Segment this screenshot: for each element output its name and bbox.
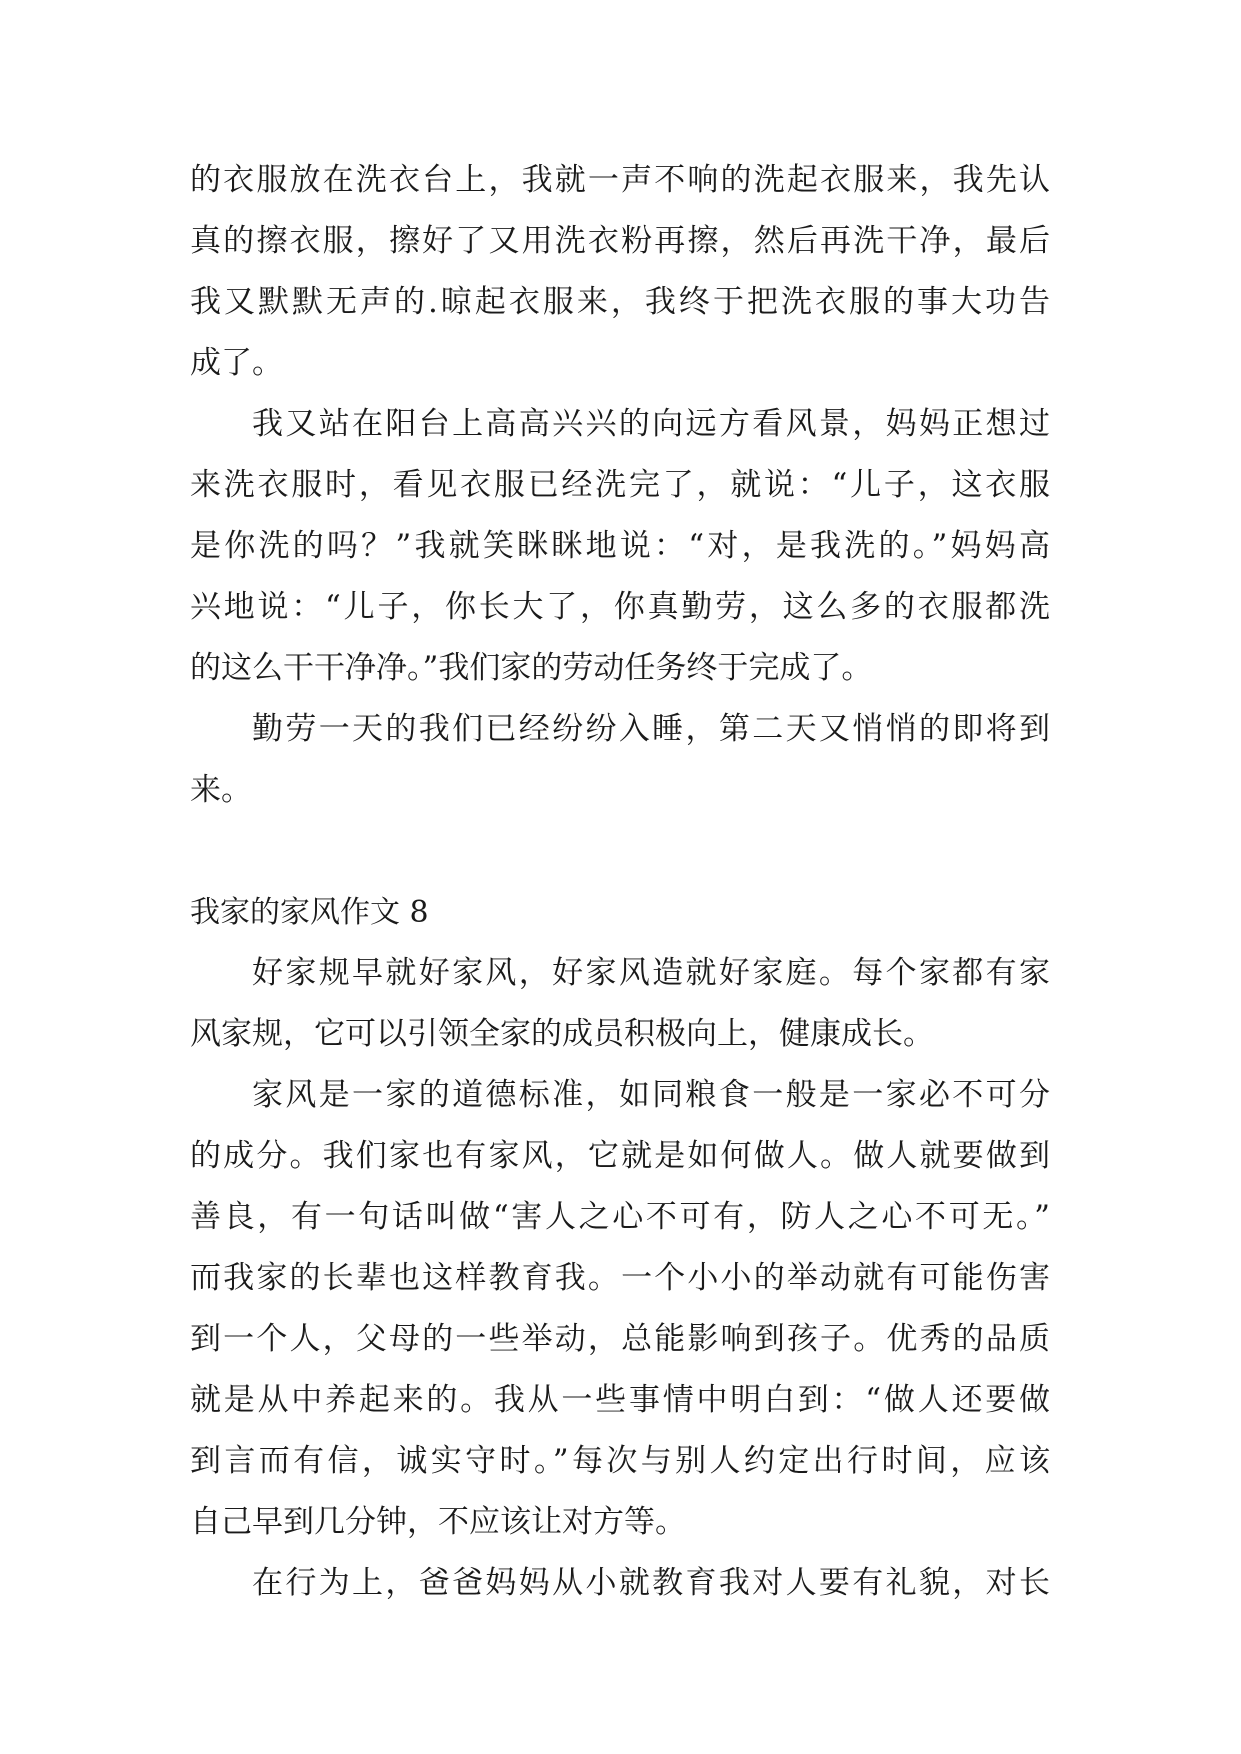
text-line: 来洗衣服时，看见衣服已经洗完了，就说：“儿子，这衣服 xyxy=(190,467,1050,503)
text-line: 到言而有信，诚实守时。”每次与别人约定出行时间，应该 xyxy=(190,1443,1050,1479)
text-line: 风家规，它可以引领全家的成员积极向上，健康成长。 xyxy=(190,1016,934,1052)
text-line: 自己早到几分钟，不应该让对方等。 xyxy=(190,1504,686,1540)
document-page xyxy=(190,150,1050,1614)
paragraph xyxy=(190,1065,1050,1553)
paragraph xyxy=(190,943,1050,1065)
text-line: 就是从中养起来的。我从一些事情中明白到：“做人还要做 xyxy=(190,1382,1050,1418)
text-line: 而我家的长辈也这样教育我。一个小小的举动就有可能伤害 xyxy=(190,1260,1050,1296)
text-line: 是你洗的吗？”我就笑眯眯地说：“对，是我洗的。”妈妈高 xyxy=(190,528,1050,564)
text-line: 我又站在阳台上高高兴兴的向远方看风景，妈妈正想过 xyxy=(252,406,1050,442)
paragraph xyxy=(190,699,1050,821)
text-line: 的衣服放在洗衣台上，我就一声不响的洗起衣服来，我先认 xyxy=(190,162,1050,198)
text-line: 在行为上，爸爸妈妈从小就教育我对人要有礼貌，对长 xyxy=(252,1565,1050,1601)
text-line: 的这么干干净净。”我们家的劳动任务终于完成了。 xyxy=(190,650,873,686)
paragraph xyxy=(190,394,1050,699)
section-spacer xyxy=(190,821,1050,882)
text-line: 成了。 xyxy=(190,345,283,381)
text-line: 勤劳一天的我们已经纷纷入睡，第二天又悄悄的即将到 xyxy=(252,711,1050,747)
text-line: 来。 xyxy=(190,772,252,808)
paragraph xyxy=(190,1553,1050,1614)
text-line: 好家规早就好家风，好家风造就好家庭。每个家都有家 xyxy=(252,955,1050,991)
text-line: 真的擦衣服，擦好了又用洗衣粉再擦，然后再洗干净，最后 xyxy=(190,223,1050,259)
essay-title: 我家的家风作文 8 xyxy=(190,895,429,930)
text-line: 的成分。我们家也有家风，它就是如何做人。做人就要做到 xyxy=(190,1138,1050,1174)
text-line: 到一个人，父母的一些举动，总能影响到孩子。优秀的品质 xyxy=(190,1321,1050,1357)
continued-paragraph xyxy=(190,150,1050,394)
text-line: 兴地说：“儿子，你长大了，你真勤劳，这么多的衣服都洗 xyxy=(190,589,1050,625)
text-line: 家风是一家的道德标准，如同粮食一般是一家必不可分 xyxy=(252,1077,1050,1113)
text-line: 善良，有一句话叫做“害人之心不可有，防人之心不可无。” xyxy=(190,1199,1050,1235)
text-line: 我又默默无声的.晾起衣服来，我终于把洗衣服的事大功告 xyxy=(190,284,1050,320)
